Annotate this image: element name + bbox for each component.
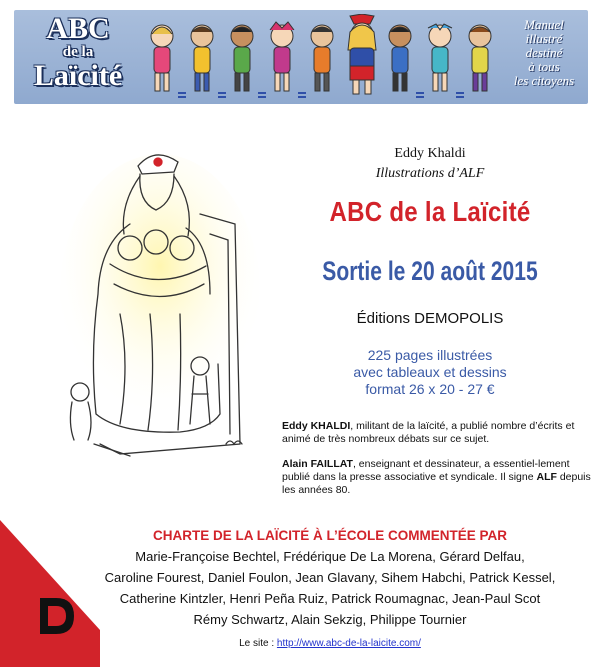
book-title: ABC de la Laïcité <box>329 196 531 227</box>
logo-line-3: Laïcité <box>33 59 123 92</box>
book-author: Eddy Khaldi <box>394 146 466 161</box>
charte-contributors-line: Catherine Kintzler, Henri Peña Ruiz, Patrick Roumagnac, Jean-Paul Scot <box>119 591 541 606</box>
charte-title: CHARTE DE LA LAÏCITÉ À L’ÉCOLE COMMENTÉE PAR <box>152 528 507 543</box>
logo-line-1: ABC <box>46 12 110 45</box>
charte-contributors-line: Marie-Françoise Bechtel, Frédérique De La Morena, Gérard Delfau, <box>135 549 525 564</box>
bio-author-name: Eddy KHALDI <box>282 420 351 432</box>
site-link[interactable]: http://www.abc-de-la-laicite.com/ <box>276 638 421 649</box>
bio-author-text: , militant de la laïcité, a publié nombre d’écrits et animé de très nombreux débats sur ce sujet. <box>282 420 575 445</box>
bio-illustrator-pen-name: ALF <box>536 471 557 483</box>
tagline-line: à tous <box>528 59 560 74</box>
children-illustration <box>136 14 516 102</box>
bio-illustrator-tail: depuis les années 80. <box>282 471 591 496</box>
illustrations-credit: Illustrations d’ALF <box>375 166 485 181</box>
tagline-line: illustré <box>525 31 563 46</box>
spec-line: 225 pages illustrées <box>367 347 493 363</box>
marianne-illustration <box>60 144 260 474</box>
tagline-line: destiné <box>525 45 563 60</box>
bio-illustrator-name: Alain FAILLAT <box>282 458 353 470</box>
spec-line: format 26 x 20 - 27 € <box>365 381 495 397</box>
book-specs <box>270 347 590 398</box>
spec-line: avec tableaux et dessins <box>353 364 507 380</box>
author-bio <box>282 420 592 446</box>
charte-contributors-line: Rémy Schwartz, Alain Sekzig, Philippe Tournier <box>193 612 467 627</box>
site-label: Le site : <box>239 638 277 649</box>
banner-tagline <box>508 18 580 88</box>
header-banner <box>14 10 588 104</box>
charte-contributors-line: Caroline Fourest, Daniel Foulon, Jean Glavany, Sihem Habchi, Patrick Kessel, <box>104 570 556 585</box>
banner-logo <box>22 14 134 100</box>
tagline-line: Manuel <box>524 17 564 32</box>
tagline-line: les citoyens <box>513 73 575 88</box>
bio-illustrator-text: , enseignant et dessinateur, a essentiel-lement publié dans la presse associative et syndicale. Il signe <box>282 458 570 483</box>
release-date: Sortie le 20 août 2015 <box>322 256 538 286</box>
publisher: Éditions DEMOPOLIS <box>356 310 504 327</box>
logo-line-2: de la <box>62 44 94 60</box>
illustrator-bio <box>282 458 592 497</box>
site-footer <box>60 638 600 649</box>
